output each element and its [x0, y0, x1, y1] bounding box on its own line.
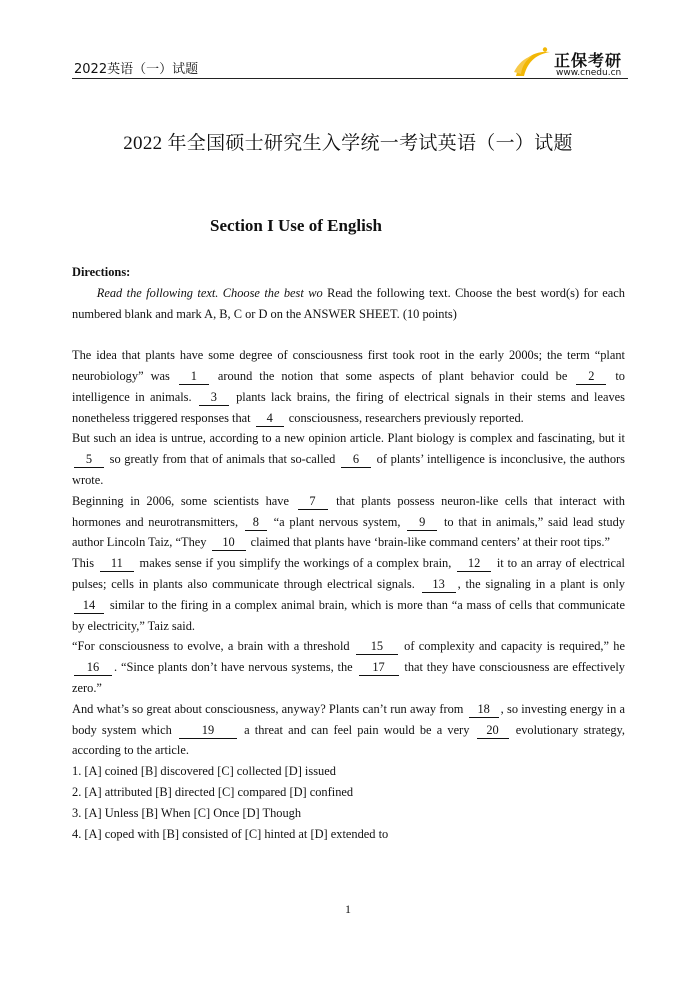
passage-text: makes sense if you simplify the workings of a complex brain,	[135, 556, 456, 571]
passage-text: The idea that plants have some degree of consciousness first took root in the early 2000s; the term “plant neurobiology” was	[72, 348, 625, 383]
cloze-blank: 10	[212, 535, 246, 551]
passage-paragraph	[72, 491, 625, 553]
directions-body: Read the following text. Choose the best word(s) for each numbered blank and mark A, B, C or D on the ANSWER SHEET. (10 points)	[72, 285, 625, 321]
passage-text: This	[72, 556, 98, 571]
passage-text: “For consciousness to evolve, a brain with a threshold	[72, 639, 354, 654]
passage-text: Beginning in 2006, some scientists have	[72, 493, 296, 508]
page-number: 1	[345, 902, 351, 916]
passage-text: around the notion that some aspects of plant behavior could be	[210, 368, 575, 383]
header-left-text: 2022英语（一）试题	[74, 62, 199, 77]
passage-text: , so investing energy in a body system which	[72, 701, 625, 737]
passage-paragraph	[72, 428, 625, 490]
cloze-blank: 8	[245, 515, 267, 531]
passage-text: . “Since plants don’t have nervous systems, the	[114, 660, 357, 675]
option-line: 4. [A] coped with [B] consisted of [C] hinted at [D] extended to	[72, 826, 389, 841]
option-line: 2. [A] attributed [B] directed [C] compared [D] confined	[72, 784, 354, 799]
cloze-blank: 5	[74, 452, 104, 468]
cloze-blank: 4	[256, 411, 284, 427]
passage-text: plants lack brains, the firing of electrical signals in their stems and leaves nonetheless triggered responses that	[72, 389, 625, 425]
directions-text	[72, 283, 625, 325]
passage-text: it to an array of electrical pulses; cells in plants also communicate through electrical signals.	[72, 556, 625, 591]
passage-text: of plants’ intelligence is inconclusive, the authors wrote.	[72, 452, 625, 487]
passage-text: claimed that plants have ‘brain-like command centers’ at their root tips.”	[247, 535, 610, 550]
cloze-blank: 7	[298, 494, 328, 510]
cloze-blank: 6	[341, 452, 371, 468]
cloze-blank: 17	[359, 660, 399, 676]
passage-text: of complexity and capacity is required,” he	[399, 639, 625, 654]
cloze-blank: 1	[179, 369, 209, 385]
cloze-blank: 19	[179, 723, 237, 739]
brand-logo	[512, 44, 632, 80]
document-body	[72, 262, 625, 844]
document-title: 2022 年全国硕士研究生入学统一考试英语（一）试题	[123, 133, 573, 154]
passage-text: that plants possess neuron-like cells that interact with hormones and neurotransmitters,	[72, 493, 626, 529]
swoosh-logo-icon	[512, 46, 552, 80]
cloze-blank: 13	[422, 577, 456, 593]
cloze-passage	[72, 345, 625, 761]
passage-text: consciousness, researchers previously reported.	[285, 410, 524, 425]
cloze-blank: 18	[469, 702, 499, 718]
cloze-blank: 11	[100, 556, 134, 572]
passage-text: that they have consciousness are effectively zero.”	[72, 660, 625, 695]
passage-paragraph	[72, 345, 625, 428]
cloze-blank: 15	[356, 639, 398, 655]
passage-text: to that in animals,” said lead study author Lincoln Taiz, “They	[72, 514, 625, 550]
directions-label: Directions:	[72, 265, 131, 279]
passage-text: to intelligence in animals.	[72, 368, 625, 404]
section-title: Section I Use of English	[210, 216, 382, 235]
header-divider	[72, 78, 628, 79]
cloze-blank: 20	[477, 723, 509, 739]
option-line: 3. [A] Unless [B] When [C] Once [D] Though	[72, 805, 302, 820]
cloze-blank: 14	[74, 598, 104, 614]
passage-text: a threat and can feel pain would be a very	[238, 722, 475, 737]
cloze-blank: 12	[457, 556, 491, 572]
cloze-blank: 3	[199, 390, 229, 406]
passage-text: “a plant nervous system,	[268, 514, 406, 529]
passage-text: so greatly from that of animals that so-called	[106, 452, 339, 467]
passage-text: , the signaling in a plant is only	[457, 576, 625, 591]
passage-text: But such an idea is untrue, according to a new opinion article. Plant biology is complex and fascinating, but it	[72, 431, 625, 446]
passage-paragraph	[72, 636, 625, 698]
option-line: 1. [A] coined [B] discovered [C] collected [D] issued	[72, 764, 336, 779]
cloze-blank: 16	[74, 660, 112, 676]
passage-paragraph	[72, 553, 625, 636]
logo-url: www.cnedu.cn	[556, 68, 622, 78]
logo-name: 正保考研	[554, 51, 623, 70]
passage-text: And what’s so great about consciousness, anyway? Plants can’t run away from	[72, 701, 467, 716]
cloze-blank: 2	[576, 369, 606, 385]
spacer	[72, 324, 625, 345]
passage-text: evolutionary strategy, according to the article.	[72, 722, 625, 758]
passage-text: similar to the firing in a complex animal brain, which is more than “a mass of cells that communicate by electricity,” Taiz said.	[72, 597, 625, 633]
passage-paragraph	[72, 699, 625, 761]
directions-italic: Read the following text. Choose the best wo	[96, 285, 323, 300]
cloze-blank: 9	[407, 515, 437, 531]
answer-options	[72, 761, 625, 844]
